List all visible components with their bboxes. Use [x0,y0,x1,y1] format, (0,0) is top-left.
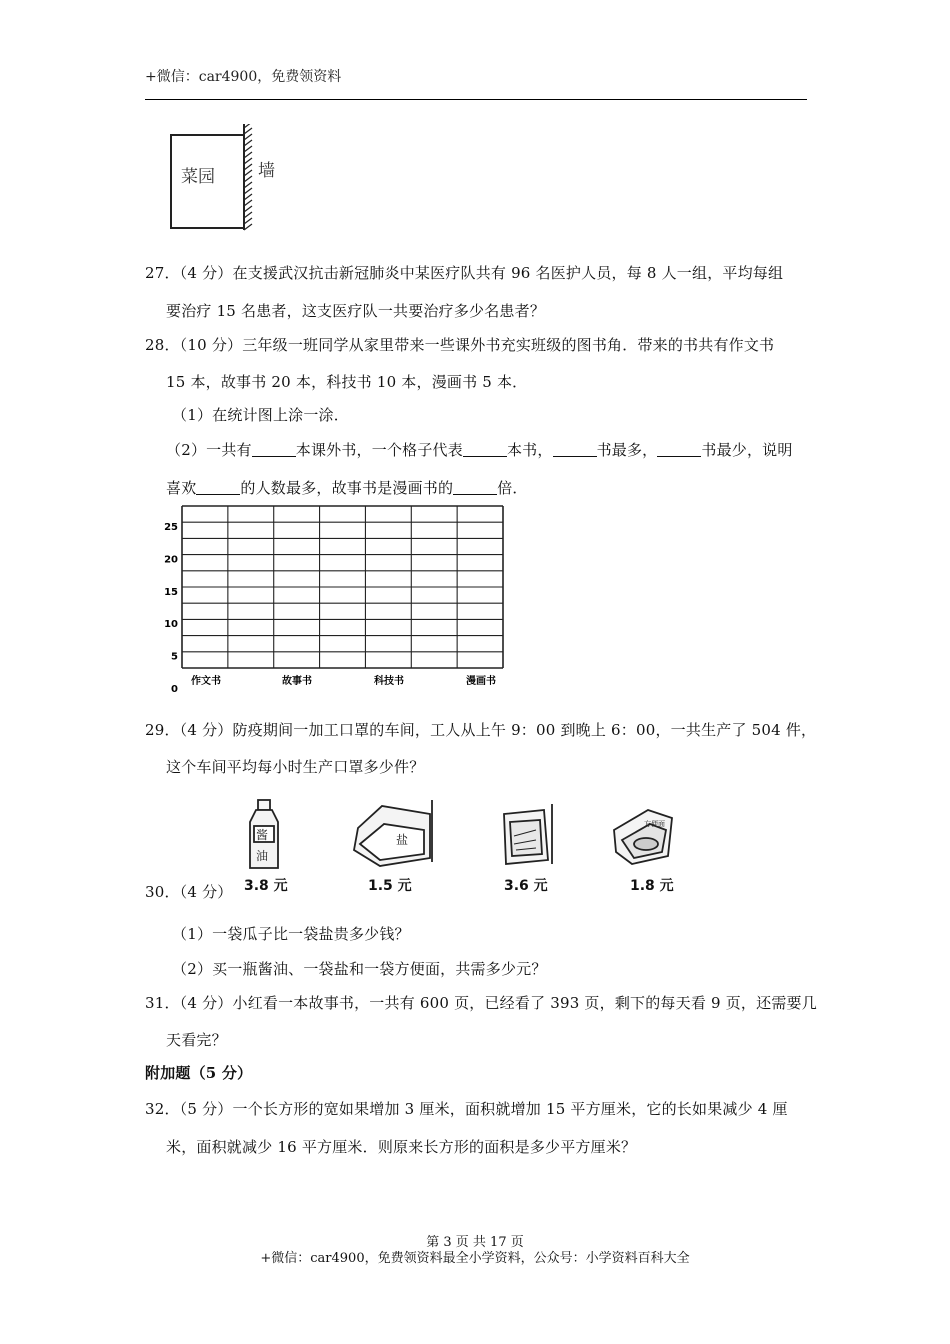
q28-sub2-text-a: （2）一共有 [166,441,252,459]
q28-line2: 15 本，故事书 20 本，科技书 10 本，漫画书 5 本． [166,373,528,391]
q32-line2: 米，面积就减少 16 平方厘米．则原来长方形的面积是多少平方厘米？ [166,1138,637,1156]
x-category-label: 作文书 [191,676,221,687]
q30-sub2: （2）买一瓶酱油、一袋盐和一袋方便面，共需多少元？ [172,960,547,978]
q28-sub2b-text-a: 喜欢 [166,479,197,497]
q28-sub2 [166,439,793,460]
price-seeds: 3.6 元 [504,878,548,894]
q29-line1: 29．（4 分）防疫期间一加工口罩的车间，工人从上午 9：00 到晚上 6：00，一共生产了 504 件， [145,721,817,739]
q28-sub2-text-d: 书最多， [596,441,658,459]
answer-blank-per-cell[interactable] [463,442,507,457]
page-number: 第 3 页 共 17 页 [426,1235,524,1250]
q27-line2: 要治疗 15 名患者，这支医疗队一共要治疗多少名患者？ [166,302,546,320]
x-category-label: 科技书 [374,676,404,687]
q29-line2: 这个车间平均每小时生产口罩多少件？ [166,758,425,776]
answer-blank-least[interactable] [657,442,701,457]
q28-sub2b-text-b: 的人数最多，故事书是漫画书的 [240,479,454,497]
q28-sub2b [166,477,528,498]
bar-chart-grid[interactable] [160,500,520,692]
q28-sub1: （1）在统计图上涂一涂． [172,406,349,424]
q28-line1: 28．（10 分）三年级一班同学从家里带来一些课外书充实班级的图书角．带来的书共有作文书 [145,336,775,354]
header-divider [145,99,807,100]
q30-label: 30．（4 分） [145,883,233,901]
noodle-pack-icon [614,810,672,864]
y-tick-label: 5 [171,651,178,663]
bonus-title: 附加题（5 分） [145,1064,253,1082]
salt-bag-icon [354,800,432,866]
y-tick-label: 20 [164,554,178,566]
svg-text:方便面: 方便面 [644,820,665,828]
q31-line2: 天看完？ [166,1031,227,1049]
seeds-bag-icon [504,804,552,864]
page-header: +微信：car4900，免费领资料 [145,69,342,85]
y-tick-label: 15 [164,586,178,598]
grocery-items-figure [230,796,690,896]
svg-text:盐: 盐 [396,833,409,847]
answer-blank-favorite[interactable] [196,480,240,495]
q28-sub2-text-c: 本书， [506,441,553,459]
x-category-label: 故事书 [282,676,312,687]
y-tick-label: 25 [164,522,178,533]
x-category-label: 漫画书 [466,676,496,687]
price-noodles: 1.8 元 [630,878,674,894]
y-tick-label: 0 [171,684,178,692]
answer-blank-times[interactable] [453,480,497,495]
garden-label: 菜园 [181,167,215,187]
price-salt: 1.5 元 [368,878,412,894]
wall-label: 墙 [258,161,275,181]
q28-sub2-text-b: 本课外书，一个格子代表 [295,441,463,459]
garden-wall-figure [166,124,286,232]
price-soy-sauce: 3.8 元 [244,878,288,894]
answer-blank-most[interactable] [553,442,597,457]
q28-sub2-text-e: 书最少，说明 [701,441,793,459]
y-tick-label: 10 [164,619,178,631]
q31-line1: 31．（4 分）小红看一本故事书，一共有 600 页，已经看了 393 页，剩下的每天看 9 页，还需要几 [145,994,817,1012]
svg-text:酱: 酱 [256,828,269,842]
chart-y-ticks [164,522,178,692]
q30-sub1: （1）一袋瓜子比一袋盐贵多少钱？ [172,925,410,943]
chart-grid-lines [182,506,503,668]
chart-x-labels [191,674,496,687]
q27-line1: 27．（4 分）在支援武汉抗击新冠肺炎中某医疗队共有 96 名医护人员，每 8 人一组，平均每组 [145,264,784,282]
soy-sauce-bottle-icon [250,800,278,868]
q28-sub2b-text-c: 倍． [497,479,528,497]
svg-text:油: 油 [256,849,269,863]
q32-line1: 32．（5 分）一个长方形的宽如果增加 3 厘米，面积就增加 15 平方厘米，它的长如果减少 4 厘 [145,1100,788,1118]
page-footer: +微信：car4900，免费领资料最全小学资料，公众号：小学资料百科大全 [260,1251,690,1266]
answer-blank-total[interactable] [252,442,296,457]
